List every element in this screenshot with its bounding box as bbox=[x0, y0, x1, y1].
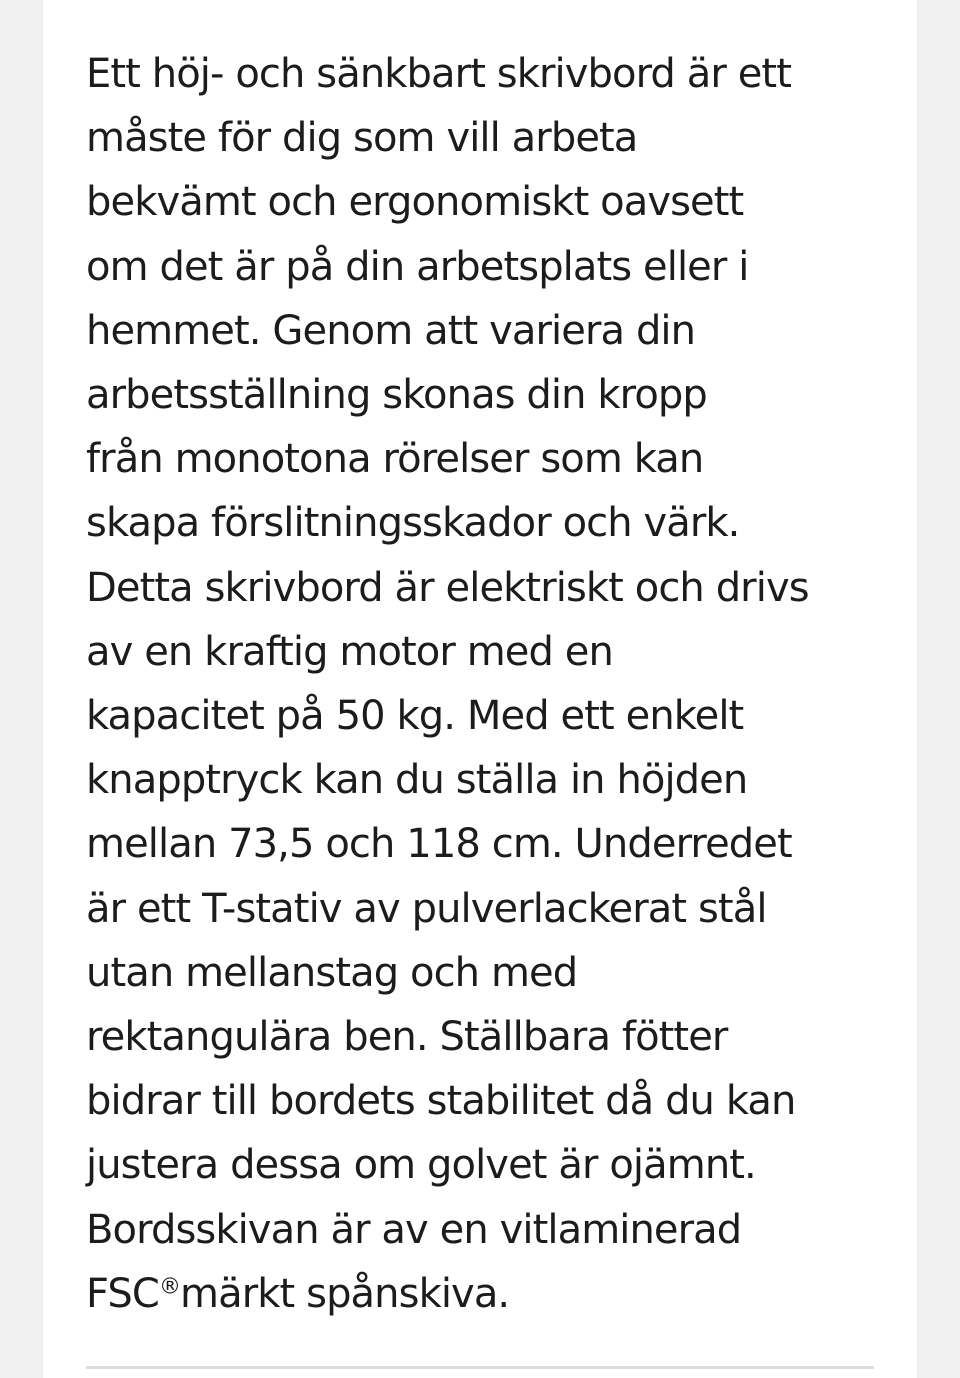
description-line: bidrar till bordets stabilitet då du kan bbox=[86, 1078, 796, 1125]
product-description-card bbox=[43, 0, 917, 1378]
product-description bbox=[86, 42, 886, 1326]
description-line: från monotona rörelser som kan bbox=[86, 436, 704, 483]
section-divider bbox=[86, 1366, 874, 1369]
description-line: knapptryck kan du ställa in höjden bbox=[86, 757, 748, 804]
description-line: rektangulära ben. Ställbara fötter bbox=[86, 1014, 728, 1061]
description-last-line bbox=[86, 1262, 886, 1326]
description-line: om det är på din arbetsplats eller i bbox=[86, 243, 749, 290]
description-line: justera dessa om golvet är ojämnt. bbox=[86, 1142, 756, 1189]
description-line: hemmet. Genom att variera din bbox=[86, 307, 696, 354]
description-line: kapacitet på 50 kg. Med ett enkelt bbox=[86, 693, 744, 740]
description-line: skapa förslitningsskador och värk. bbox=[86, 500, 740, 547]
description-line: mellan 73,5 och 118 cm. Underredet bbox=[86, 821, 792, 868]
fsc-rest: märkt spånskiva. bbox=[180, 1270, 510, 1317]
fsc-brand: FSC bbox=[86, 1270, 159, 1317]
description-line: arbetsställning skonas din kropp bbox=[86, 372, 707, 419]
description-line: Bordsskivan är av en vitlaminerad bbox=[86, 1206, 742, 1253]
description-line: av en kraftig motor med en bbox=[86, 628, 613, 675]
description-line: utan mellanstag och med bbox=[86, 949, 578, 996]
description-line: måste för dig som vill arbeta bbox=[86, 115, 638, 162]
description-line: Detta skrivbord är elektriskt och drivs bbox=[86, 564, 809, 611]
description-line: Ett höj- och sänkbart skrivbord är ett bbox=[86, 51, 791, 97]
registered-mark: ® bbox=[158, 1274, 181, 1300]
description-line: är ett T-stativ av pulverlackerat stål bbox=[86, 885, 767, 932]
description-line: bekvämt och ergonomiskt oavsett bbox=[86, 179, 744, 226]
